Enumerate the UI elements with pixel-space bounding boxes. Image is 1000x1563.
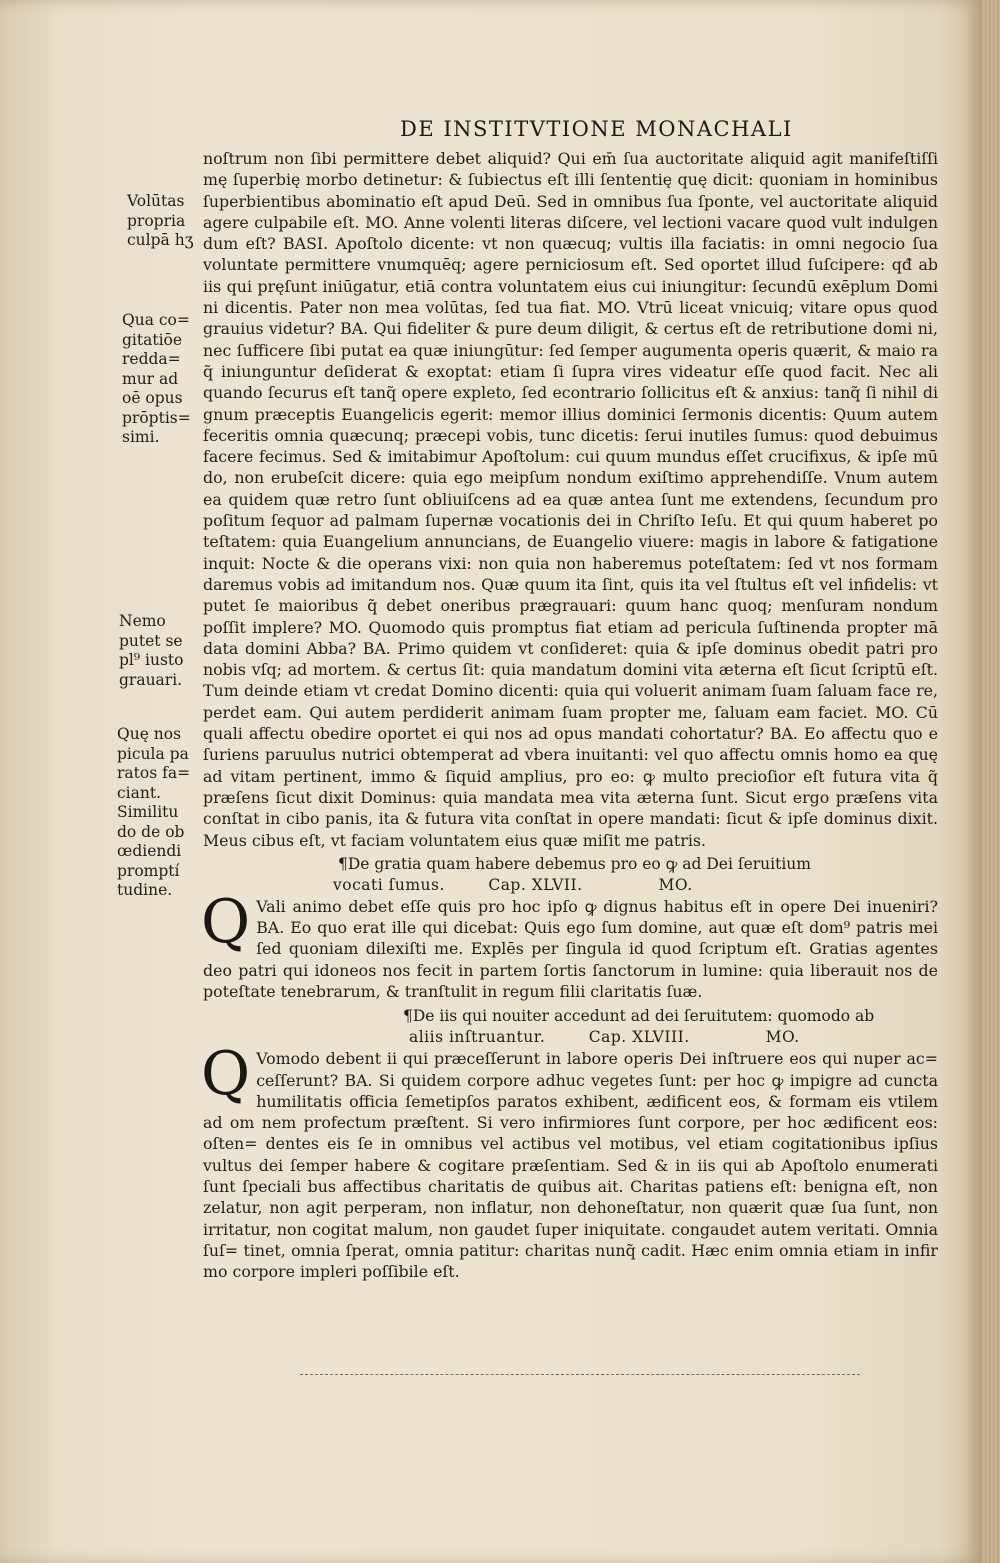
chapter-48-speaker: MO. xyxy=(765,1028,800,1047)
chapter-47-speaker: MO. xyxy=(658,875,693,894)
chapter-47-text xyxy=(201,886,938,1002)
chapter-48-cap-line xyxy=(203,1027,938,1048)
main-text-column xyxy=(203,148,938,1283)
chapter-48-title: ¶De iis qui nouiter accedunt ad dei ſeruitutem: quomodo ab xyxy=(403,1007,875,1026)
chapter-47-number: Cap. XLVII. xyxy=(488,875,583,894)
bottom-underline-rule xyxy=(300,1374,860,1375)
margin-note-voluntas: Volūtas propria culpā hʒ xyxy=(127,192,194,249)
chapter-48-title-cont: aliis inſtruantur. xyxy=(408,1028,546,1047)
chapter-47-body: Vali animo debet eſſe quis pro hoc ipſo ꝙ dignus habitus eſt in opere Dei inueniri? BA. Eo quo erat ille qui dicebat: Quis ego ſum domine, aut quæ eſt dom⁹ patris mei ſed quoniam dilexiſti me. Explēs per ſingula id quod ſcriptum eſt. Gratias agentes deo patri qui idoneos nos fecit in partem ſortis ſanctorum in lumine: quia liberauit nos de poteſtate tenebrarum, & tranſtulit in regum filii claritatis ſuæ. xyxy=(203,896,938,1001)
dropcap-q-47: Q xyxy=(201,886,251,957)
paragraph-continuation: noſtrum non ſibi permittere debet aliquid? Qui em̄ ſua auctoritate aliquid agit manifeſtiſſi mę ſuperbię morbo detinetur: & ſubiectus eſt illi ſententię quę dicit: quoniam in hominibus ſuperbientibus abominatio eſt apud Deū. Sed in omnibus ſua ſponte, vel auctoritate aliquid agere culpabile eſt. MO. Anne volenti literas diſcere, vel lectioni vacare quod vult indulgen dum eſt? BASI. Apoſtolo dicente: vt non quæcuq; vultis illa faciatis: in omni negocio ſua voluntate permittere vnumquēq; agere perniciosum eſt. Sed oportet illud ſuſcipere: qđ ab iis qui pręſunt iniūgatur, etiā contra voluntatem eius cui iniungitur: ſecundū exēplum Domi ni dicentis. Pater non mea volūtas, ſed tua fiat. MO. Vtrū liceat vnicuiq; vitare opus quod grauius videtur? BA. Qui fideliter & pure deum diligit, & certus eſt de retributione domi ni, nec ſufficere ſibi putat ea quæ iniungūtur: ſed ſemper augumenta operis quærit, & maio ra q̃ iniunguntur deſiderat & exoptat: etiam ſi ſupra vires videatur eſſe quod facit. Nec ali quando ſecurus eſt tanq̃ opere expleto, ſed econtrario ſollicitus eſt & anxius: tanq̃ ſi nihil di gnum præceptis Euangelicis egerit: memor illius dominici ſermonis dicentis: Quum autem feceritis omnia quæcunq; præcepi vobis, tunc dicetis: ſerui inutiles ſumus: quod debuimus facere fecimus. Sed & imitabimur Apoſtolum: cui quum mundus eſſet crucifixus, & ipſe mū do, non erubeſcit dicere: quia ego meipſum nondum exiſtimo apprehendiſſe. Vnum autem ea quidem quæ retro ſunt obliuiſcens ad ea quæ antea ſunt me extendens, ſecundum pro poſitum ſequor ad palmam ſupernæ vocationis dei in Chriſto Ieſu. Et qui quum haberet po teſtatem: quia Euangelium annuncians, de Euangelio viuere: magis in labore & fatigatione inquit: Nocte & die operans vixi: non quia non haberemus poteſtatem: ſed vt nos formam daremus vobis ad imitandum nos. Quæ quum ita ſint, quis ita vel ſtultus eſt vel infidelis: vt putet ſe maioribus q̃ debet oneribus prægrauari: quum hanc quoq; menſuram nondum poſſit implere? MO. Quomodo quis promptus fiat etiam ad pericula ſuſtinenda propter mā data domini Abba? BA. Primo quidem vt conſideret: quia & ipſe dominus obedit patri pro nobis vſq; ad mortem. & certus ſit: quia mandatum domini vita æterna eſt ſicut ſcriptū eſt. Tum deinde etiam vt credat Domino dicenti: quia qui voluerit animam ſuam ſaluam face re, perdet eam. Qui autem perdiderit animam ſuam propter me, ſaluam eam faciet. MO. Cū quali affectu obedire oportet ei qui nos ad opus mandati cohortatur? BA. Eo affectu quo e ſuriens paruulus nutrici obtemperat ad vbera inuitanti: vel quo affectu omnis homo ea quę ad vitam pertinent, immo & ſiquid amplius, pro eo: ꝙ multo precioſior eſt futura vita q̃ præſens ſicut dixit Dominus: quia mandata mea vita æterna ſunt. Sicut ergo præſens vita conſtat in cibo panis, ita & futura vita conſtat in opere mandati: ſicut & ipſe dominus dixit. Meus cibus eſt, vt faciam voluntatem eius quæ miſit me patris. xyxy=(203,149,938,850)
margin-note-nemo-putet: Nemo putet se pl⁹ iusto grauari. xyxy=(119,612,184,689)
margin-note-pericula: Quę nos picula pa ratos fa= ciant. Similitu do de ob œdiendi promptí tudine. xyxy=(117,725,191,899)
running-header: DE INSTITVTIONE MONACHALI xyxy=(400,117,793,141)
dropcap-q-48: Q xyxy=(201,1039,251,1110)
chapter-47-title-cont: vocati ſumus. xyxy=(333,875,445,894)
chapter-47-heading xyxy=(203,854,938,875)
chapter-47-cap-line xyxy=(203,875,938,896)
chapter-48-body: Vomodo debent ii qui præceſſerunt in labore operis Dei inſtruere eos qui nuper ac= ceſſerunt? BA. Si quidem corpore adhuc vegetes ſunt: per hoc ꝙ impigre ad cuncta humilitatis officia ſemetipſos paratos exhibent, ædificent eos, & formam eis vtilem ad om nem profectum præſtent. Si vero infirmiores ſunt corpore, per hoc ædificent eos: oſten= dentes eis ſe in omnibus vel actibus vel motibus, vel etiam cogitationibus ipſius vultus dei ſemper habere & cogitare præſentiam. Sed & in iis qui ab Apoſtolo enumerati ſunt ſpeciali bus affectibus charitatis de quibus ait. Charitas patiens eſt: benigna eſt, non zelatur, non agit perperam, non inflatur, non dehoneſtatur, non quærit quæ ſua ſunt, non irritatur, non cogitat malum, non gaudet ſuper iniquitate. congaudet autem veritati. Omnia ſuſ= tinet, omnia ſperat, omnia patitur: charitas nunq̃ cadit. Hæc enim omnia etiam in infir mo corpore impleri poſſibile eſt. xyxy=(203,1049,938,1282)
page-edges xyxy=(982,0,1000,1563)
chapter-48-number: Cap. XLVIII. xyxy=(588,1028,690,1047)
chapter-48-heading xyxy=(203,1006,938,1027)
chapter-48-text xyxy=(201,1039,938,1282)
chapter-47-title: ¶De gratia quam habere debemus pro eo ꝙ ad Dei ſeruitium xyxy=(338,854,811,873)
margin-note-cogitatione: Qua co= gitatiōe redda= mur ad oē opus prōptis= simi. xyxy=(122,311,191,446)
